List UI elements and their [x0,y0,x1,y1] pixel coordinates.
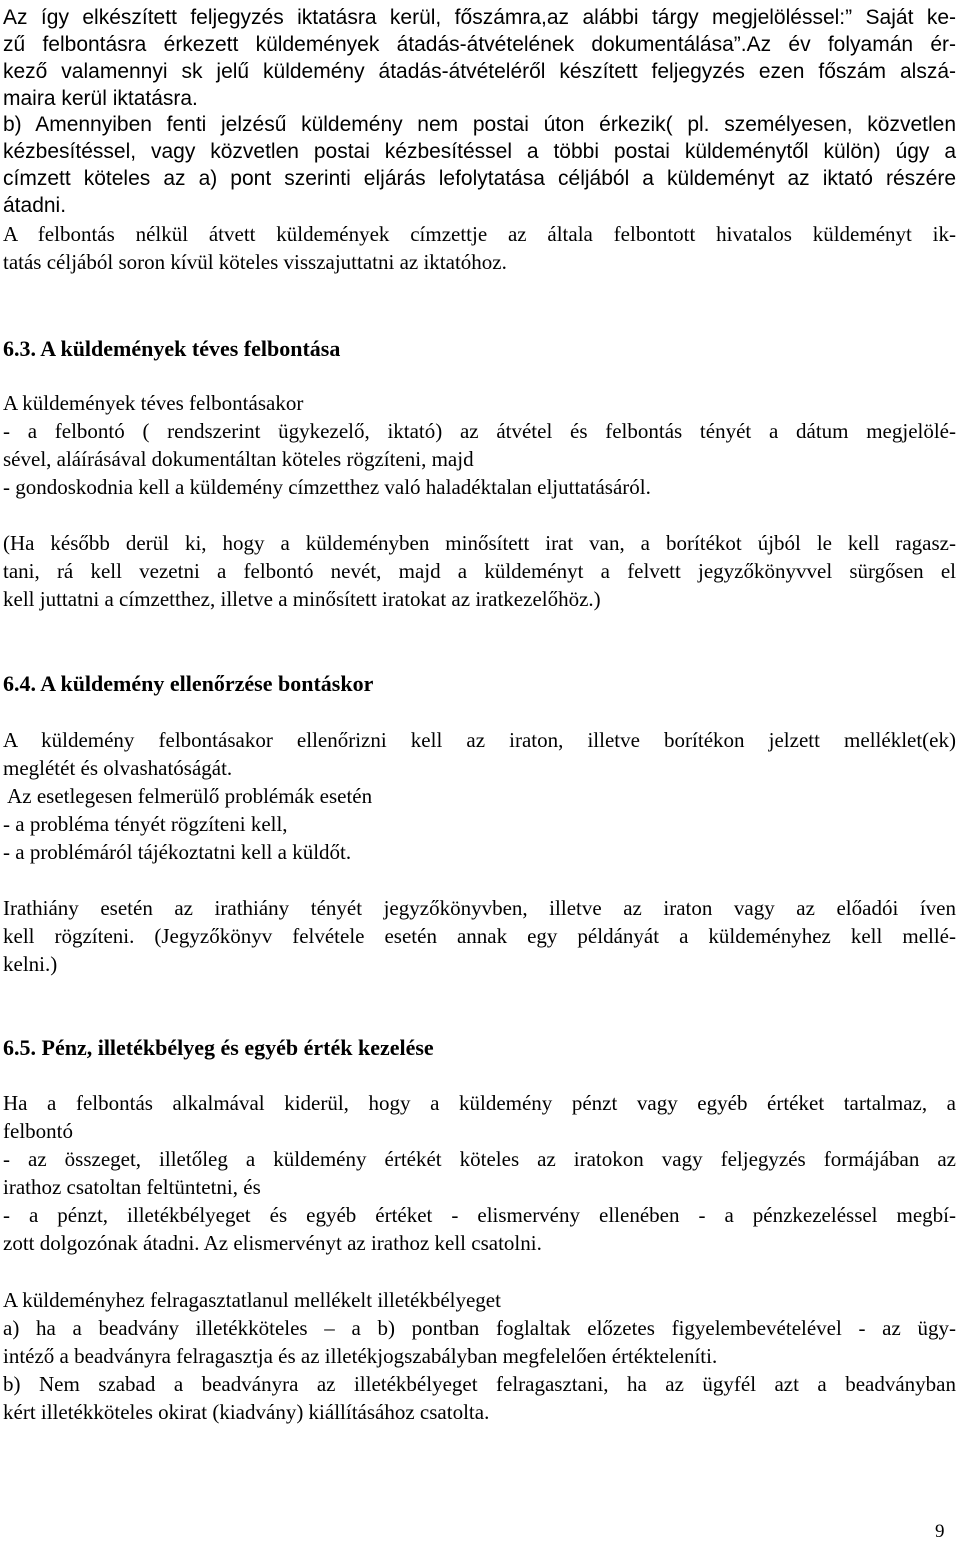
body-line: kért illetékköteles okirat (kiadvány) kiállításához csatolta. [3,1400,490,1424]
body-line: A küldemény felbontásakor ellenőrizni kell az iraton, illetve borítékon jelzett melléklet(ek) [3,728,956,752]
body-line: Az esetlegesen felmerülő problémák esetén [3,784,373,808]
body-line: intéző a beadványra felragasztja és az illetékjogszabályban megfelelően értékteleníti. [3,1344,718,1368]
section-heading-6-5: 6.5. Pénz, illetékbélyeg és egyéb érték kezelése [3,1035,434,1060]
section-heading-6-4: 6.4. A küldemény ellenőrzése bontáskor [3,671,374,696]
body-line: A küldemények téves felbontásakor [3,391,304,415]
intro-line: zű felbontásra érkezett küldemények átadás-átvételének dokumentálása”.Az év folyamán ér- [3,33,956,56]
body-line: irathoz csatoltan feltüntetni, és [3,1175,261,1199]
body-line: Irathiány esetén az irathiány tényét jegyzőkönyvben, illetve az iraton vagy az előadói íven [3,896,956,920]
body-line: kell rögzíteni. (Jegyzőkönyv felvétele esetén annak egy példányát a küldeményhez kell mellé- [3,924,956,948]
body-line: - a pénzt, illetékbélyeget és egyéb értéket - elismervény ellenében - a pénzkezeléssel megbí- [3,1203,956,1227]
body-line: A küldeményhez felragasztatlanul mellékelt illetékbélyeget [3,1288,501,1312]
page-number: 9 [935,1521,945,1542]
intro-line: kező valamennyi sk jelű küldemény átadás-átvételéről készített feljegyzés ezen főszám alszá- [3,60,956,83]
intro-line: Az így elkészített feljegyzés iktatásra kerül, főszámra,az alábbi tárgy megjelöléssel:” Saját ke- [3,6,956,29]
body-line: felbontó [3,1119,73,1143]
body-line: Ha a felbontás alkalmával kiderül, hogy a küldemény pénzt vagy egyéb értéket tartalmaz, a [3,1091,956,1115]
body-line: sével, aláírásával dokumentáltan köteles rögzíteni, majd [3,447,474,471]
intro-line: címzett köteles az a) pont szerinti eljárás lefolytatása céljából a küldeményt az iktató részére [3,167,956,190]
body-line: kell juttatni a címzetthez, illetve a minősített iratokat az iratkezelőhöz.) [3,587,601,611]
body-line: zott dolgozónak átadni. Az elismervényt az irathoz kell csatolni. [3,1231,542,1255]
intro-line: A felbontás nélkül átvett küldemények címzettje az általa felbontott hivatalos küldeményt ik- [3,222,956,246]
body-line: kelni.) [3,952,58,976]
body-line: (Ha később derül ki, hogy a küldeményben minősített irat van, a borítékot újból le kell ragasz- [3,531,956,555]
body-line: tani, rá kell vezetni a felbontó nevét, majd a küldeményt a felvett jegyzőkönyvvel sürgősen el [3,559,956,583]
body-line: - a probléma tényét rögzíteni kell, [3,812,288,836]
intro-line: b) Amennyiben fenti jelzésű küldemény nem postai úton érkezik( pl. személyesen, közvetlen [3,113,956,136]
body-line: - az összeget, illetőleg a küldemény értékét köteles az iratokon vagy feljegyzés formájában az [3,1147,956,1171]
body-line: - a felbontó ( rendszerint ügykezelő, iktató) az átvétel és felbontás tényét a dátum megjelölé- [3,419,956,443]
intro-line: átadni. [3,194,67,217]
intro-line: kézbesítéssel, vagy közvetlen postai kézbesítéssel a többi postai küldeménytől külön) úgy a [3,140,956,163]
body-line: b) Nem szabad a beadványra az illetékbélyeget felragasztani, ha az ügyfél azt a beadványban [3,1372,956,1396]
body-line: a) ha a beadvány illetékköteles – a b) pontban foglaltak előzetes figyelembevételével - az ügy- [3,1316,956,1340]
body-line: - gondoskodnia kell a küldemény címzetthez való haladéktalan eljuttatásáról. [3,475,651,499]
intro-line: maira kerül iktatásra. [3,87,198,110]
section-heading-6-3: 6.3. A küldemények téves felbontása [3,336,341,361]
intro-line: tatás céljából soron kívül köteles visszajuttatni az iktatóhoz. [3,250,507,274]
body-line: meglétét és olvashatóságát. [3,756,233,780]
body-line: - a problémáról tájékoztatni kell a küldőt. [3,840,352,864]
